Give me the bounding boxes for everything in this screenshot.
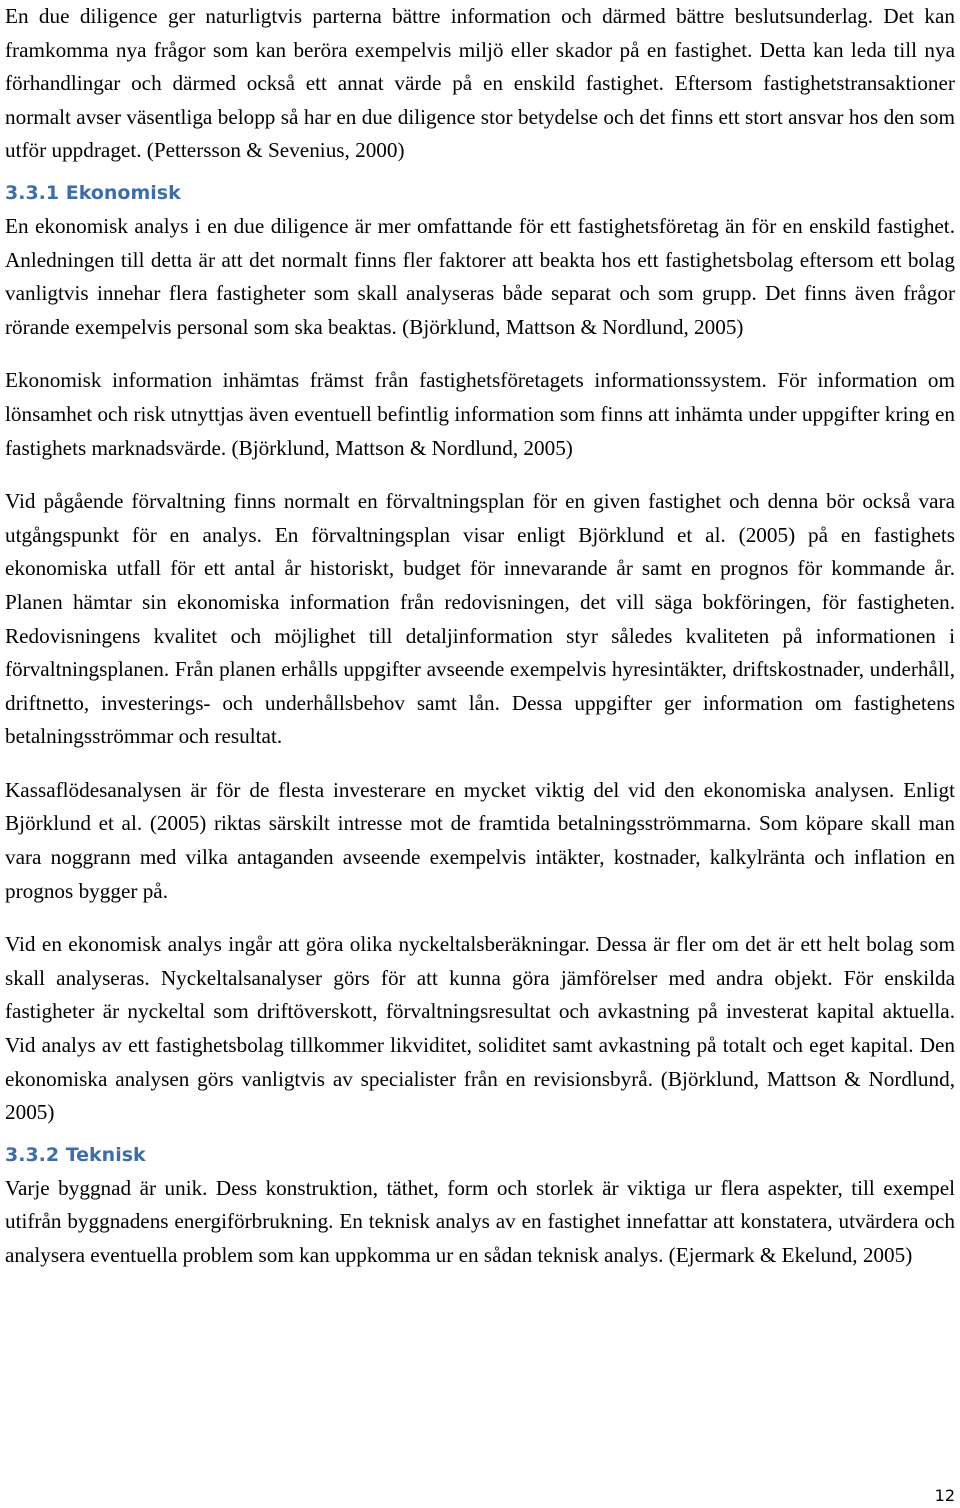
paragraph-gap: [5, 754, 955, 774]
paragraph-ekonomisk-information: Ekonomisk information inhämtas främst från fastighetsföretagets informationssystem. För information om lönsamhet och risk utnyttjas även eventuell befintlig information som finns att inhämta under uppgifter kring en fastighets marknadsvärde. (Björklund, Mattson & Nordlund, 2005): [5, 368, 955, 460]
paragraph-ekonomisk-analys: En ekonomisk analys i en due diligence är mer omfattande för ett fastighetsföretag än för en enskild fastighet. Anledningen till detta är att det normalt finns fler faktorer att beakta hos ett fastighetsbolag eftersom ett bolag vanligtvis innehar flera fastigheter som skall analyseras både separat och som grupp. Det finns även frågor rörande exempelvis personal som ska beaktas. (Björklund, Mattson & Nordlund, 2005): [5, 213, 955, 339]
paragraph-gap: [5, 344, 955, 364]
paragraph-due-diligence: En due diligence ger naturligtvis parterna bättre information och därmed bättre beslutsunderlag. Det kan framkomma nya frågor som kan beröra exempelvis miljö eller skador på en fastighet. Detta kan leda till nya förhandlingar och därmed också ett annat värde på en enskild fastighet. Eftersom fastighetstransaktioner normalt avser väsentliga belopp så har en due diligence stor betydelse och det finns ett stort ansvar hos den som utför uppdraget. (Pettersson & Sevenius, 2000): [5, 4, 955, 163]
document-page: [5, 0, 955, 1273]
section-heading-ekonomisk: 3.3.1 Ekonomisk: [5, 181, 181, 204]
paragraph-teknisk-analys: Varje byggnad är unik. Dess konstruktion, täthet, form och storlek är viktiga ur flera aspekter, till exempel utifrån byggnadens energiförbrukning. En teknisk analys av en fastighet innefattar att konstatera, utvärdera och analysera eventuella problem som kan uppkomma ur en sådan teknisk analys. (Ejermark & Ekelund, 2005): [5, 1175, 955, 1267]
paragraph-kassaflodesanalys: Kassaflödesanalysen är för de flesta investerare en mycket viktig del vid den ekonomiska analysen. Enligt Björklund et al. (2005) riktas särskilt intresse mot de framtida betalningsströmmarna. Som köpare skall man vara noggrann med vilka antaganden avseende exempelvis intäkter, kostnader, kalkylränta och inflation en prognos bygger på.: [5, 777, 955, 903]
paragraph-nyckeltal: Vid en ekonomisk analys ingår att göra olika nyckeltalsberäkningar. Dessa är fler om det är ett helt bolag som skall analyseras. Nyckeltalsanalyser görs för att kunna göra jämförelser med andra objekt. För enskilda fastigheter är nyckeltal som driftöverskott, förvaltningsresultat och avkastning på investerat kapital aktuella. Vid analys av ett fastighetsbolag tillkommer likviditet, soliditet samt avkastning på totalt och eget kapital. Den ekonomiska analysen görs vanligtvis av specialister från en revisionsbyrå. (Björklund, Mattson & Nordlund, 2005): [5, 932, 955, 1125]
paragraph-gap: [5, 465, 955, 485]
paragraph-forvaltningsplan: Vid pågående förvaltning finns normalt en förvaltningsplan för en given fastighet och denna bör också vara utgångspunkt för en analys. En förvaltningsplan visar enligt Björklund et al. (2005) på en fastighets ekonomiska utfall för ett antal år historiskt, budget för innevarande år samt en prognos för kommande år. Planen hämtar sin ekonomiska information från redovisningen, det vill säga bokföringen, för fastigheten. Redovisningens kvalitet och möjlighet till detaljinformation styr således kvaliteten på informationen i förvaltningsplanen. Från planen erhålls uppgifter avseende exempelvis hyresintäkter, driftskostnader, underhåll, driftnetto, investerings- och underhållsbehov samt lån. Dessa uppgifter ger information om fastighetens betalningsströmmar och resultat.: [5, 489, 955, 749]
paragraph-gap: [5, 908, 955, 928]
page-number: 12: [934, 1486, 955, 1505]
section-heading-teknisk: 3.3.2 Teknisk: [5, 1143, 146, 1166]
